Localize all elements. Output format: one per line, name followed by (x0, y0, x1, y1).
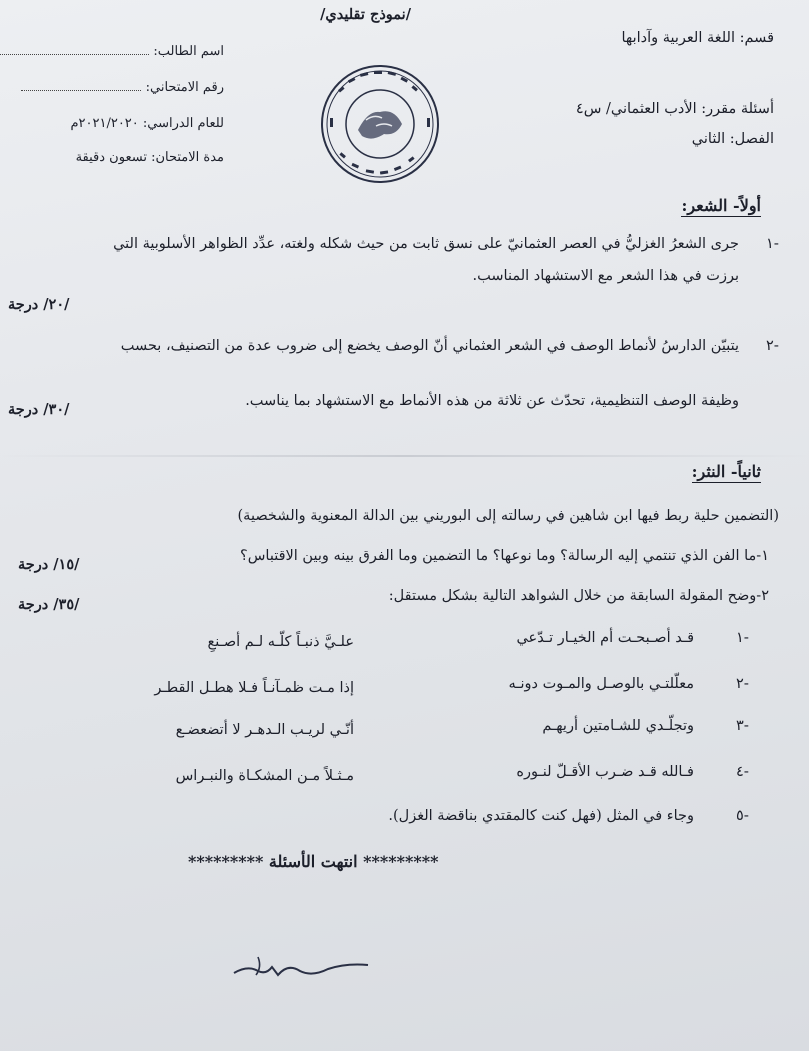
student-name-field (0, 44, 224, 59)
s1-q1-text-line1: جرى الشعرُ الغزليُّ في العصر العثمانيّ على نسق ثابت من حيث شكله ولغته، عدِّد الظواهر الأسلوبية التي (113, 236, 739, 252)
s2-q1-text: ١-ما الفن الذي تنتمي إليه الرسالة؟ وما نوعها؟ ما التضمين وما الفرق بينه وبين الاقتباس؟ (240, 548, 769, 564)
s2-q1-marks: /١٥/ درجة (18, 556, 80, 573)
course-label: أسئلة مقرر: الأدب العثماني/ س٤ (575, 101, 774, 117)
student-name-blank (0, 54, 149, 55)
s1-q2-text-line2: وظيفة الوصف التنظيمية، تحدّث عن ثلاثة من هذه الأنماط مع الاستشهاد بما يناسب. (245, 393, 739, 409)
section1-title: أولاً- الشعر: (681, 196, 761, 215)
verse-second-hemistich: أنّـي لريـب الـدهـر لا أتضعضـع (175, 722, 354, 738)
s2-intro-text: (التضمين حلية ربط فيها ابن شاهين في رسالته إلى البوريني بين الدالة المعنوية والشخصية) (237, 508, 779, 524)
s1-q1-text-line2: برزت في هذا الشعر مع الاستشهاد المناسب. (472, 268, 739, 284)
verse-second-hemistich: مـثـلاً مـن المشكـاة والنبـراس (175, 768, 354, 784)
student-name-label: اسم الطالب: (153, 44, 224, 59)
verse-number: ٢- (735, 676, 749, 692)
semester-label: الفصل: الثاني (691, 131, 774, 147)
verse-number: ٥- (735, 808, 749, 824)
academic-year-label: للعام الدراسي: ٢٠٢١/٢٠٢٠م (70, 116, 224, 131)
verse-number: ١- (735, 630, 749, 646)
verse-first-hemistich: قـد أصـبحـت أم الخيـار تـدّعي (516, 630, 694, 646)
exam-model-label: /نموذج تقليدي/ (320, 6, 411, 23)
exam-number-blank (21, 90, 141, 91)
s1-q1-number: ١- (765, 236, 779, 252)
s2-q2-marks: /٣٥/ درجة (18, 596, 80, 613)
duration-label: مدة الامتحان: تسعون دقيقة (75, 150, 224, 165)
verse-number: ٤- (735, 764, 749, 780)
end-of-questions: ********* انتهت الأسئلة ********* (188, 852, 439, 871)
verse-number: ٣- (735, 718, 749, 734)
university-seal-icon (318, 62, 442, 186)
verse-first-hemistich: فـالله قـد ضـرب الأقـلّ لنـوره (516, 764, 694, 780)
verse-text: وجاء في المثل (فهل كنت كالمقتدي بناقضة الغزل). (388, 808, 694, 824)
s1-q1-marks: /٢٠/ درجة (8, 296, 70, 313)
s1-q2-marks: /٣٠/ درجة (8, 401, 70, 418)
verse-second-hemistich: إذا مـت ظمـآنـاً فـلا هطـل القطـر (154, 680, 354, 696)
verse-first-hemistich: معلّلتـي بالوصـل والمـوت دونـه (508, 676, 694, 692)
department-label: قسم: اللغة العربية وآدابها (621, 30, 774, 46)
signature-icon (228, 945, 378, 985)
s1-q2-text-line1: يتبيّن الدارسُ لأنماط الوصف في الشعر العثماني أنّ الوصف يخضع إلى ضروب عدة من التصنيف، بحسب (120, 338, 739, 354)
s1-q2-number: ٢- (765, 338, 779, 354)
paper-fold (0, 455, 809, 457)
section2-title: ثانياً- النثر: (691, 462, 761, 481)
exam-number-label: رقم الامتحاني: (145, 80, 224, 95)
exam-number-field (0, 80, 224, 95)
verse-first-hemistich: وتجلّـدي للشـامتين أريهـم (542, 718, 694, 734)
s2-q2-text: ٢-وضح المقولة السابقة من خلال الشواهد التالية بشكل مستقل: (388, 588, 769, 604)
verse-second-hemistich: علـيَّ ذنبـاً كلّـه لـم أصـنعِ (207, 634, 354, 650)
